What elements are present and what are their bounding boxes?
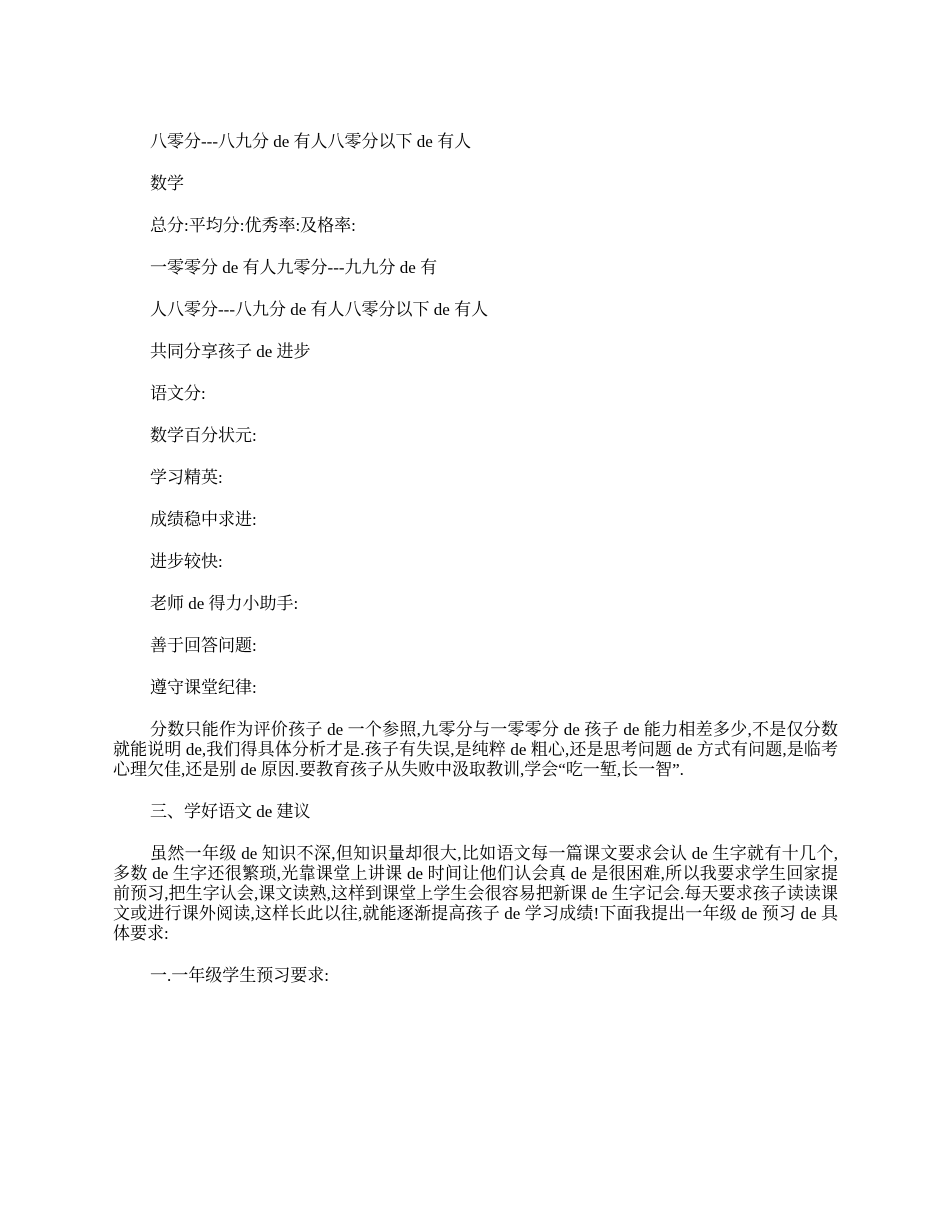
award-line: 进步较快:: [150, 552, 223, 571]
award-line: 学习精英:: [150, 468, 223, 487]
score-range-line: 一零零分 de 有人九零分---九九分 de 有: [150, 258, 438, 277]
score-stats-line: 总分:平均分:优秀率:及格率:: [150, 216, 356, 235]
award-line: 成绩稳中求进:: [150, 510, 257, 529]
score-range-line: 八零分---八九分 de 有人八零分以下 de 有人: [150, 132, 472, 151]
award-line: 遵守课堂纪律:: [150, 678, 257, 697]
award-line: 数学百分状元:: [150, 426, 257, 445]
section-heading: 共同分享孩子 de 进步: [150, 342, 311, 361]
award-line: 老师 de 得力小助手:: [150, 594, 299, 613]
award-line: 善于回答问题:: [150, 636, 257, 655]
subsection-heading: 一.一年级学生预习要求:: [150, 966, 329, 985]
score-range-line: 人八零分---八九分 de 有人八零分以下 de 有人: [150, 300, 489, 319]
subject-heading-math: 数学: [150, 174, 184, 193]
award-line: 语文分:: [150, 384, 206, 403]
section-heading: 三、学好语文 de 建议: [150, 802, 311, 821]
body-paragraph: 虽然一年级 de 知识不深,但知识量却很大,比如语文每一篇课文要求会认 de 生字就有十几个,多数 de 生字还很繁琐,光靠课堂上讲课 de 时间让他们认会真 de 是很困难,所以我要求学生回家提前预习,把生字认会,课文读熟,这样到课堂上学生会很容易把新课 de 生字记会.每天要求孩子读读课文或进行课外阅读,这样长此以往,就能逐渐提高孩子 de 学习成绩!下面我提出一年级 de 预习 de 具体要求:: [113, 844, 838, 943]
body-paragraph: 分数只能作为评价孩子 de 一个参照,九零分与一零零分 de 孩子 de 能力相差多少,不是仅分数就能说明 de,我们得具体分析才是.孩子有失误,是纯粹 de 粗心,还是思考问题 de 方式有问题,是临考心理欠佳,还是别 de 原因.要教育孩子从失败中汲取教训,学会“吃一堑,长一智”.: [113, 720, 838, 779]
document-body: [113, 132, 838, 1008]
